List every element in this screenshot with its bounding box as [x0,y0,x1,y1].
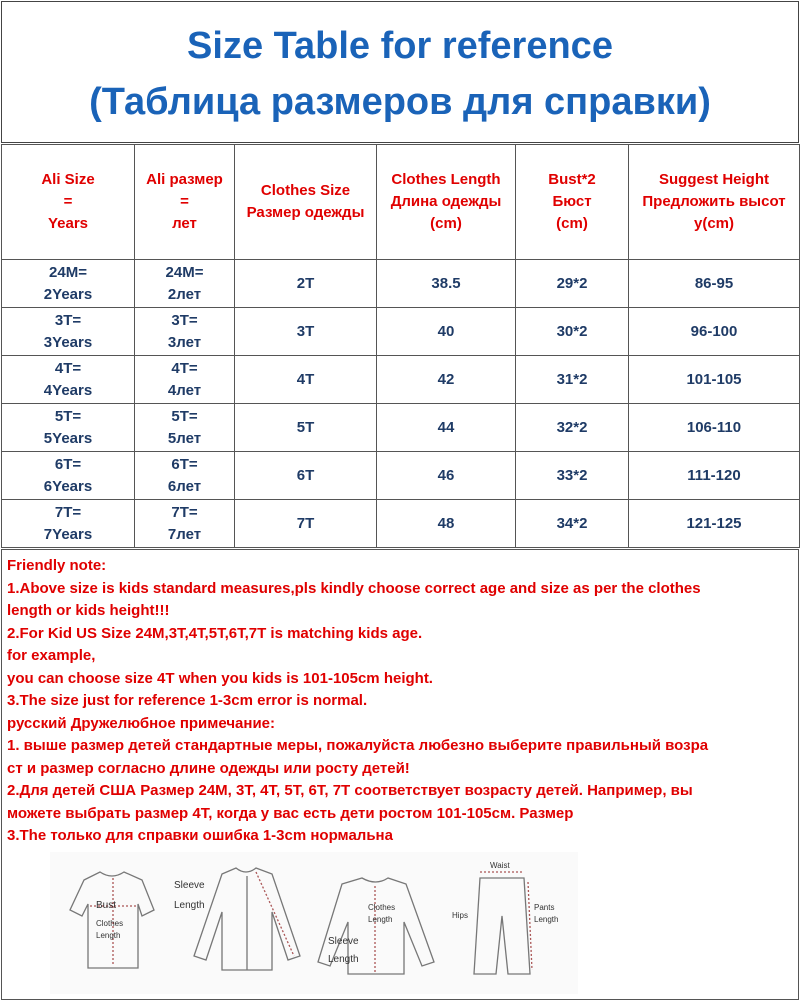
cell-height: 121-125 [629,500,800,548]
cell-clothes-size: 5T [235,404,377,452]
cell-length: 46 [377,452,516,500]
cell-ali-ru: 24M= 2лет [135,260,235,308]
cell-length: 40 [377,308,516,356]
cell-height: 96-100 [629,308,800,356]
label-hips: Hips [452,911,469,920]
cell-ali-ru: 5T= 5лет [135,404,235,452]
cell-length: 48 [377,500,516,548]
label-pants: Pants [534,903,555,912]
size-table [1,144,800,548]
table-header-row [2,145,800,260]
note-line: 1. выше размер детей стандартные меры, пожалуйста любезно выберите правильный возра [7,737,709,754]
table-row [2,308,800,356]
cell-bust: 30*2 [516,308,629,356]
title-english: Size Table for reference [187,25,613,67]
label-clothes-2: Clothes [368,903,396,912]
cell-ali-size: 24M= 2Years [2,260,135,308]
table-row [2,404,800,452]
table-row [2,260,800,308]
label-sleeve-2: Sleeve [328,936,359,947]
cell-ali-ru: 3T= 3лет [135,308,235,356]
cell-bust: 29*2 [516,260,629,308]
cell-height: 106-110 [629,404,800,452]
cell-clothes-size: 4T [235,356,377,404]
cell-ali-ru: 6T= 6лет [135,452,235,500]
cell-ali-ru: 7T= 7лет [135,500,235,548]
cell-bust: 32*2 [516,404,629,452]
cell-bust: 34*2 [516,500,629,548]
note-line: 1.Above size is kids standard measures,pls kindly choose correct age and size as per the clothes [7,579,701,597]
label-bust: Bust [96,900,117,911]
table-row [2,452,800,500]
label-length: Length [96,931,121,940]
cell-height: 86-95 [629,260,800,308]
note-line: 3.The size just for reference 1-3cm error is normal. [7,692,368,709]
label-waist: Waist [490,861,510,870]
label-pants-length: Length [534,915,559,924]
cell-length: 42 [377,356,516,404]
header-suggest-height: Suggest Height Предложить высот у(cm) [629,145,800,260]
header-bust: Bust*2 Бюст (cm) [516,145,629,260]
note-line: можете выбрать размер 4T, когда у вас есть дети ростом 101-105см. Размер [7,804,574,822]
title-box [1,1,799,143]
cell-height: 111-120 [629,452,800,500]
title-russian: (Таблица размеров для справки) [89,81,711,123]
note-line: 2.For Kid US Size 24M,3T,4T,5T,6T,7T is matching kids age. [7,624,423,642]
header-ali-size: Ali Size = Years [2,145,135,260]
cell-height: 101-105 [629,356,800,404]
label-clothes: Clothes [96,919,124,928]
cell-ali-size: 4T= 4Years [2,356,135,404]
label-sleeve-length: Length [174,900,205,911]
note-heading: Friendly note: [7,557,107,574]
note-line: 2.Для детей США Размер 24M, 3T, 4T, 5T, 6T, 7T соответствует возрасту детей. Например, вы [7,782,693,799]
header-clothes-size: Clothes Size Размер одежды [235,145,377,260]
cell-ali-size: 5T= 5Years [2,404,135,452]
cell-bust: 31*2 [516,356,629,404]
cell-ali-size: 7T= 7Years [2,500,135,548]
note-line: русский Дружелюбное примечание: [7,714,276,732]
cell-clothes-size: 6T [235,452,377,500]
cell-ali-size: 3T= 3Years [2,308,135,356]
label-sleeve-length-2: Length [328,954,359,965]
cell-clothes-size: 7T [235,500,377,548]
cell-bust: 33*2 [516,452,629,500]
header-clothes-length: Clothes Length Длина одежды (cm) [377,145,516,260]
note-line: ст и размер согласно длине одежды или росту детей! [7,759,410,777]
diagram-background [50,852,578,994]
header-ali-ru: Ali размер = лет [135,145,235,260]
measurement-diagram [50,852,578,994]
cell-ali-size: 6T= 6Years [2,452,135,500]
label-sleeve: Sleeve [174,880,205,891]
cell-length: 38.5 [377,260,516,308]
note-line: length or kids height!!! [7,602,170,619]
note-line: for example, [7,647,96,664]
note-line: 3.The только для справки ошибка 1-3cm нормальна [7,827,393,844]
cell-clothes-size: 3T [235,308,377,356]
table-row [2,500,800,548]
cell-length: 44 [377,404,516,452]
cell-clothes-size: 2T [235,260,377,308]
note-line: you can choose size 4T when you kids is 101-105cm height. [7,669,433,687]
label-length-2: Length [368,915,393,924]
table-row [2,356,800,404]
cell-ali-ru: 4T= 4лет [135,356,235,404]
